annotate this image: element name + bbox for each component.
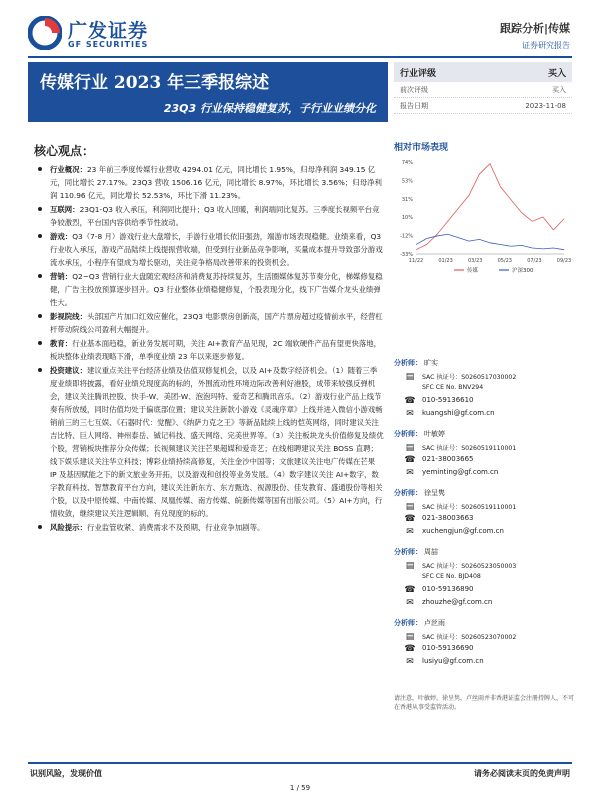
- mail-icon: ✉: [406, 409, 414, 419]
- series-line-0: [416, 164, 564, 250]
- x-tick-label: 11/22: [408, 258, 424, 264]
- footer-divider: [28, 762, 572, 764]
- core-view-text: 建议重点关注平台经济业绩及估值双修复机会，以及 AI+及数字经济机会。（1）随着三季度业绩即将披露，看好业绩兑现度高的标的，外围流动性环境边际改善利好港股，成带来较强反弹机会，建议关注腾讯控股、快手-W、美团-W、泡泡玛特、爱奇艺和腾讯音乐。（2）游戏行业产品上线节奏有所放缓，同时估值均处于偏底部位置；建议关注新款小游戏《灵魂序章》上线并进入微信小游戏畅销前三的三七互娱、《石器时代：觉醒》、《纳萨力克之王》等新品陆续上线的恺英网络，同时建议关注吉比特、巨人网络、神州泰岳、铖记科技、盛天网络、完美世界等。（3）关注板块龙头价值修复及绩优个股，营销板块推荐分众传媒；长视频建议关注芒果超媒和爱奇艺；在线相聘建议关注 BOSS 直聘；线下娱乐建议关注华立科技；博彩业绩持续高修复，关注金沙中国等；文旅建议关注电广传媒在芒果 IP 及基因赋能之下的新文旅业务开拓，以及游戏和创投等业务发展。（4）数字建议关注 AI+数字，数字教育科技、智慧教育平台方向，建议关注新东方、东方甄选、视源股份、佳发教育、盛通股份等相关个股，以及中原传媒、中南传媒、凤凰传媒、南方传媒、皖新传媒等国有出版公司。（5）AI+方向，行情收敛，继续建议关注逻辑顺、有兑现度的标的。: [50, 366, 384, 518]
- y-tick-label: -33%: [400, 252, 413, 258]
- core-view-heading: 教育：: [50, 339, 73, 348]
- y-tick-label: 31%: [401, 196, 413, 203]
- report-date-value: 2023-11-08: [525, 101, 566, 110]
- core-view-heading: 影视院线：: [50, 312, 87, 321]
- prev-rating-row: [394, 82, 572, 98]
- y-tick-label: 10%: [401, 215, 413, 222]
- title-banner: [28, 62, 388, 122]
- phone-icon: ☎: [404, 585, 416, 595]
- core-views-content: [36, 163, 384, 535]
- analyst-label: 分析师：: [394, 548, 422, 556]
- logo-text-en: GF SECURITIES: [68, 40, 149, 49]
- footer-slogan: 识别风险，发现价值: [30, 769, 102, 778]
- analyst-name: 叶敏婷: [424, 430, 445, 438]
- core-view-item: [36, 337, 384, 363]
- prev-rating-label: 前次评级: [400, 85, 428, 94]
- phone-icon: ☎: [404, 644, 416, 654]
- core-view-item: [36, 203, 384, 229]
- core-view-item: [36, 364, 384, 520]
- logo-text: 广发证券: [68, 20, 149, 42]
- bullet-icon: [38, 234, 42, 238]
- bullet-icon: [38, 167, 42, 171]
- relative-performance-chart: [394, 156, 572, 278]
- core-view-heading: 风险提示：: [50, 523, 87, 532]
- analyst-phone: ☎ 021-38003665: [404, 455, 474, 465]
- x-tick-label: 03/23: [467, 258, 483, 264]
- core-view-item: [36, 270, 384, 309]
- analyst-phone: ☎ 010-59136890: [404, 585, 474, 595]
- core-view-heading: 游戏：: [50, 232, 73, 241]
- core-view-heading: 营销：: [50, 272, 73, 281]
- x-tick-label: 09/23: [556, 258, 572, 264]
- id-card-icon: ▤: [405, 443, 415, 453]
- analyst-email[interactable]: ✉ zhouzhe@gf.com.cn: [404, 598, 420, 608]
- analyst-email[interactable]: ✉ lusiyu@gf.com.cn: [404, 657, 420, 667]
- analyst-sac: ▤ SAC 执证号：S0260523070002: [405, 632, 517, 642]
- core-view-text: 头部国产片加口红效应催化，23Q3 电影票房创新高，国产片票房超过疫情前水平，经营杠杆带动院线公司盈利大幅提升。: [50, 312, 383, 334]
- analyst-phone: ☎ 010-59136690: [404, 644, 474, 654]
- core-view-item: [36, 310, 384, 336]
- bullet-icon: [38, 341, 42, 345]
- page-number: 1 / 59: [289, 784, 311, 792]
- analyst-name: 旷实: [424, 359, 438, 367]
- core-view-text: Q2~Q3 营销行业大盘随宏观经济和消费复苏持续复苏，生活圈媒体复苏节奏分化，梯媒修复稳健，广告主投放预算逐步回升。Q3 行业整体业绩稳健修复，个股表现分化，线下广告媒介龙头业绩弹性大。: [50, 272, 383, 307]
- core-views-title: 核心观点：: [34, 144, 95, 158]
- core-view-text: Q3（7-8 月）游戏行业大盘增长，手游行业增长依旧强劲，端游市场表现稳健。业绩来看，Q3 行业收入承压，游戏产品陆续上线提振营收端，但受到行业新品竞争影响，买量成本提升导致部分游戏流水承压，小程序有望成为增长驱动，关注竞争格局改善带来的投资机会。: [50, 232, 383, 267]
- report-subtitle: 23Q3 行业保持稳健复苏，子行业业绩分化: [163, 102, 376, 115]
- analyst-sac: ▤ SAC 执证号：S0260519110001: [405, 502, 517, 512]
- x-tick-label: 01/23: [438, 258, 453, 264]
- bullet-icon: [38, 207, 42, 211]
- header-info: [500, 20, 570, 51]
- analyst-sfc: SFC CE No. BJD408: [422, 573, 481, 580]
- gf-logo-icon: [28, 16, 62, 50]
- id-card-icon: ▤: [405, 502, 415, 512]
- core-view-text: 行业基本面趋稳，新业务发展可期，关注 AI+教育产品见现，2C 端软硬件产品有望更快落地，板块整体业绩表现略下滑，单季度业绩 23 年以来逐步修复。: [50, 339, 382, 361]
- rating-value: 买入: [547, 68, 566, 79]
- report-category: 证券研究报告: [522, 41, 570, 50]
- report-date-label: 报告日期: [400, 101, 428, 110]
- analyst-email[interactable]: ✉ xuchengjun@gf.com.cn: [404, 527, 420, 537]
- core-view-text: 23Q1-Q3 收入承压，利润同比提升；Q3 收入回暖，利润端同比复苏。三季度长视频平台竞争较激烈，平台国内容供给季节性波动。: [50, 205, 380, 227]
- analyst-name: 周喆: [424, 548, 438, 556]
- bullet-icon: [38, 274, 42, 278]
- logo: [28, 14, 208, 54]
- bullet-icon: [38, 368, 42, 372]
- report-type: 跟踪分析|传媒: [499, 22, 570, 35]
- analyst-email[interactable]: ✉ kuangshi@gf.com.cn: [404, 409, 420, 419]
- mail-icon: ✉: [406, 468, 414, 478]
- phone-icon: ☎: [404, 455, 416, 465]
- analyst-phone: ☎ 010-59136610: [404, 396, 474, 406]
- analyst-label: 分析师：: [394, 489, 422, 497]
- footer-disclaimer: 请务必阅读末页的免责声明: [474, 769, 570, 778]
- analyst-sfc: SFC CE No. BNV294: [422, 384, 484, 391]
- analyst-email[interactable]: ✉ yeminting@gf.com.cn: [404, 468, 420, 478]
- id-card-icon: ▤: [405, 632, 415, 642]
- header-divider: [28, 56, 572, 58]
- core-view-text: 23 年前三季度传媒行业营收 4294.01 亿元，同比增长 1.95%，归母净利润 349.15 亿元，同比增长 27.17%。23Q3 营收 1506.16 亿元，同比增长 8.97%，环比增长 3.56%；归母净利润 110.96 亿元，同比增长 52.53%，环比下滑 11.23%。: [50, 165, 382, 200]
- y-tick-label: 74%: [401, 160, 413, 166]
- analyst-sac: ▤ SAC 执证号：S0260523050003: [405, 561, 517, 571]
- id-card-icon: ▤: [405, 372, 415, 382]
- legend-label: 传媒: [467, 268, 479, 274]
- bullet-icon: [38, 314, 42, 318]
- x-tick-label: 05/23: [497, 258, 513, 264]
- analyst-phone: ☎ 021-38003663: [404, 514, 474, 524]
- x-tick-label: 07/23: [527, 258, 542, 264]
- analyst-sac: ▤ SAC 执证号：S0260519110001: [405, 443, 517, 453]
- mail-icon: ✉: [406, 598, 414, 608]
- rating-box: [394, 62, 572, 114]
- core-view-heading: 行业概况：: [50, 165, 87, 174]
- analyst-label: 分析师：: [394, 359, 422, 367]
- analyst-sac: ▤ SAC 执证号：S0260517030002: [405, 372, 517, 382]
- bullet-icon: [38, 525, 42, 529]
- prev-rating-value: 买入: [552, 85, 566, 94]
- mail-icon: ✉: [406, 527, 414, 537]
- core-view-heading: 互联网：: [50, 205, 80, 214]
- y-tick-label: -12%: [400, 233, 413, 240]
- core-view-item: [36, 521, 384, 534]
- chart-title: 相对市场表现: [394, 143, 449, 153]
- legend-label: 沪深300: [512, 268, 534, 274]
- analyst-name: 卢丝雨: [424, 619, 445, 627]
- report-date-row: [394, 98, 572, 114]
- analyst-label: 分析师：: [394, 619, 422, 627]
- rating-head: [394, 62, 572, 82]
- analyst-label: 分析师：: [394, 430, 422, 438]
- y-tick-label: 53%: [401, 178, 413, 185]
- id-card-icon: ▤: [405, 561, 415, 571]
- mail-icon: ✉: [406, 657, 414, 667]
- analyst-name: 徐呈隽: [424, 489, 445, 497]
- core-view-text: 行业监管收紧、消费需求不及预期、行业竞争加剧等。: [86, 523, 265, 532]
- rating-label: 行业评级: [400, 68, 437, 79]
- core-view-heading: 投资建议：: [50, 366, 87, 375]
- core-view-item: [36, 230, 384, 269]
- phone-icon: ☎: [404, 396, 416, 406]
- phone-icon: ☎: [404, 514, 416, 524]
- core-view-item: [36, 163, 384, 202]
- disclaimer-note: 请注意，叶敏婷，徐呈隽，卢丝雨并非香港证监会注册持牌人，不可在香港从事受监管活动。: [394, 695, 575, 711]
- report-title: 传媒行业 2023 年三季报综述: [40, 73, 270, 93]
- series-line-1: [416, 234, 564, 249]
